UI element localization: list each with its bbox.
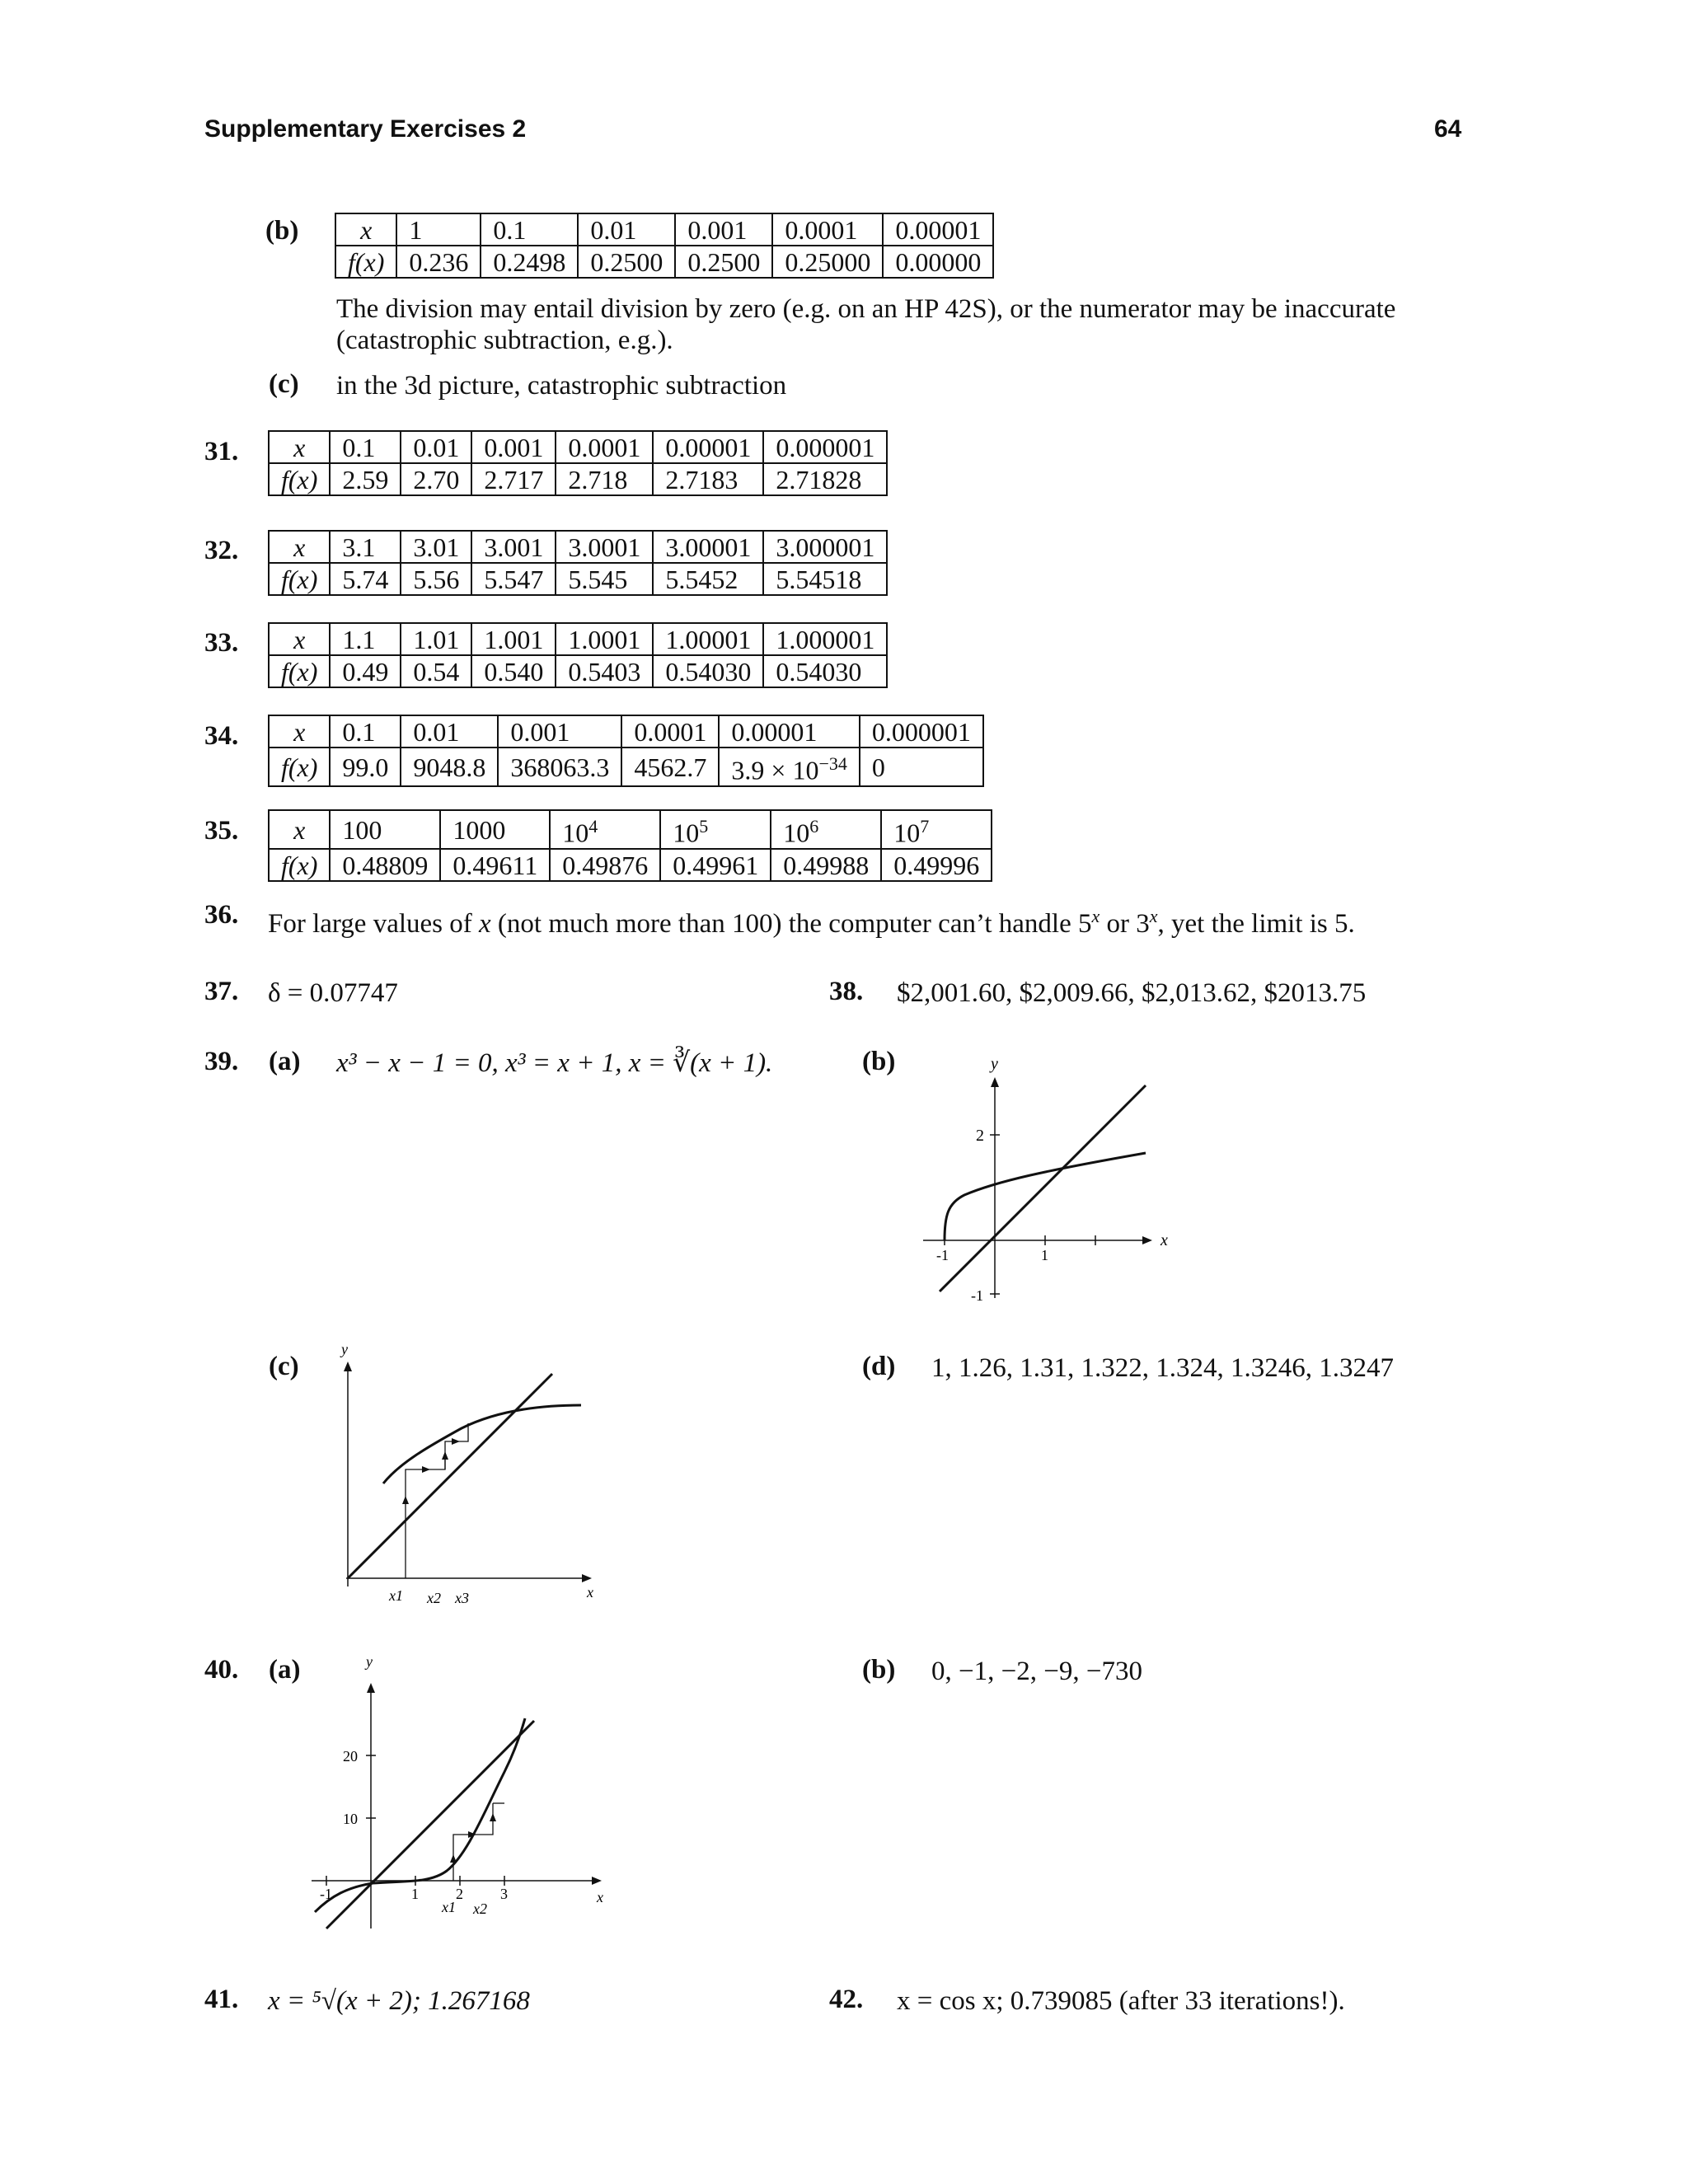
table-cell: x [335,213,396,246]
table-cell: 0.54 [401,655,471,687]
part-label-39d: (d) [862,1352,896,1381]
table-cell: 0.0001 [621,715,719,748]
page-number: 64 [1434,115,1462,143]
iterate-label: x1 [442,1899,456,1915]
coefficient: 3.9 × 10 [731,755,819,785]
table-cell: x [269,431,330,463]
table-cell: 1.001 [471,623,556,655]
answer-40b: 0, −1, −2, −9, −730 [931,1657,1142,1686]
exponent: x [1149,906,1158,926]
table-row [269,810,992,849]
table-cell: 0.001 [471,431,556,463]
table-cell: 0.49996 [881,849,992,881]
table-cell: 100 [330,810,440,849]
table-32 [268,530,888,596]
table-cell: 99.0 [330,748,401,786]
base: 10 [673,818,700,848]
arrow-up [490,1813,496,1821]
table-cell: f(x) [269,655,330,687]
exponent: 4 [588,816,598,837]
part-label-39c: (c) [269,1352,299,1381]
x-tick-label: 3 [500,1886,508,1902]
x-tick-label: -1 [320,1886,332,1902]
table-cell: 5.547 [471,563,556,595]
table-cell: 0.49 [330,655,401,687]
table-cell: 0.1 [330,715,401,748]
y-tick-label: 10 [343,1811,358,1827]
table-cell: f(x) [335,246,396,278]
base: 10 [783,818,810,848]
arrow-right [422,1466,430,1473]
iterate-label: x1 [389,1587,403,1604]
graph-40a [307,1648,620,1953]
answer-41: x = ⁵√(x + 2); 1.267168 [268,1986,530,2016]
y-tick-label: 2 [976,1127,984,1145]
table-row [335,246,993,278]
part-label-30b: (b) [265,216,299,246]
cobweb-path [406,1423,468,1578]
x-tick-label: 1 [1041,1247,1048,1263]
table-cell: 1.01 [401,623,471,655]
curve-cube-root [945,1153,1146,1240]
text-30c: in the 3d picture, catastrophic subtraction [336,371,787,401]
table-cell: 1.1 [330,623,401,655]
table-cell: x [269,531,330,563]
table-cell: 5.74 [330,563,401,595]
table-cell: 368063.3 [498,748,621,786]
base: 10 [562,818,589,848]
base: 10 [893,818,921,848]
table-cell: 3.0001 [556,531,653,563]
table-row [269,463,887,495]
running-header-title: Supplementary Exercises 2 [204,115,527,143]
table-30b [335,213,994,279]
var-x: x [479,909,491,939]
table-cell: 0.54030 [763,655,887,687]
part-label-39b: (b) [862,1047,896,1076]
y-axis-arrow [344,1361,352,1371]
table-row [269,531,887,563]
table-cell: 5.56 [401,563,471,595]
table-cell [719,748,859,786]
table-cell [881,810,992,849]
exponent: 5 [699,816,709,837]
table-cell: x [269,715,330,748]
table-cell: 5.545 [556,563,653,595]
table-cell: 0.49611 [440,849,550,881]
iterate-label: x2 [473,1900,487,1917]
note-30b-line2: (catastrophic subtraction, e.g.). [336,326,673,355]
table-row [269,655,887,687]
graph-39c [321,1331,610,1615]
table-cell: 0.49876 [550,849,660,881]
note-30b-line1: The division may entail division by zero (e.g. on an HP 42S), or the numerator may be inaccurate [336,294,1396,324]
part-label-39a: (a) [269,1047,301,1076]
table-cell: 3.1 [330,531,401,563]
y-axis-label: y [366,1653,373,1670]
exponent: −34 [818,753,847,774]
table-cell: 2.70 [401,463,471,495]
exercise-number-32: 32. [204,536,239,565]
table-cell: 2.7183 [653,463,763,495]
table-cell: 3.000001 [763,531,887,563]
exercise-number-38: 38. [829,977,864,1006]
exponent: x [1091,906,1100,926]
answer-38: $2,001.60, $2,009.66, $2,013.62, $2013.75 [897,978,1367,1008]
table-31 [268,430,888,496]
table-cell: 0.01 [401,715,498,748]
x-tick-label: 2 [456,1886,463,1902]
table-cell: 1000 [440,810,550,849]
table-33 [268,622,888,688]
x-axis-label: x [597,1889,603,1905]
table-cell: 0.49988 [771,849,881,881]
table-cell: 0.48809 [330,849,440,881]
table-row [269,563,887,595]
table-cell: 0.01 [578,213,675,246]
exercise-number-39: 39. [204,1047,239,1076]
table-cell: 0.49961 [660,849,771,881]
table-cell: 5.5452 [653,563,763,595]
answer-39d: 1, 1.26, 1.31, 1.322, 1.324, 1.3246, 1.3247 [931,1353,1394,1383]
table-cell: 0.540 [471,655,556,687]
exercise-number-40: 40. [204,1655,239,1685]
line-y-equals-x [348,1374,552,1578]
answer-37: δ = 0.07747 [268,978,398,1008]
table-cell: 0.2498 [481,246,578,278]
arrow-up [450,1854,457,1863]
table-cell: 0.1 [330,431,401,463]
x-tick-label: 1 [411,1886,419,1902]
table-cell: 0.236 [396,246,481,278]
arrow-up [402,1496,409,1504]
table-cell: 5.54518 [763,563,887,595]
table-cell: 1.0001 [556,623,653,655]
table-cell: 0.2500 [578,246,675,278]
table-row [269,715,983,748]
table-cell: 2.718 [556,463,653,495]
text-36-part4: , yet the limit is 5. [1157,909,1355,939]
x-axis-arrow [582,1574,592,1582]
table-row [269,623,887,655]
table-cell: 0.1 [481,213,578,246]
table-cell: 0.00001 [883,213,993,246]
table-cell: 0.00001 [653,431,763,463]
x-axis-label: x [587,1584,593,1601]
table-cell: 0.0001 [772,213,883,246]
table-34 [268,715,984,787]
table-cell: 2.71828 [763,463,887,495]
x-axis-arrow [592,1877,602,1885]
table-cell: 0.00000 [883,246,993,278]
table-cell [771,810,881,849]
table-cell [660,810,771,849]
part-label-40a: (a) [269,1655,301,1685]
x-tick-label: -1 [936,1247,949,1263]
table-cell: 0.01 [401,431,471,463]
table-cell: 0.00001 [719,715,859,748]
iterate-label: x2 [427,1590,441,1606]
table-cell: x [269,623,330,655]
y-axis-arrow [367,1683,375,1693]
exercise-number-42: 42. [829,1985,864,2014]
x-axis-arrow [1142,1236,1152,1244]
table-row [269,748,983,786]
text-36-part3: or 3 [1100,909,1150,939]
table-cell: 3.00001 [653,531,763,563]
table-row [269,849,992,881]
table-cell: 3.01 [401,531,471,563]
y-tick-label: -1 [971,1287,983,1304]
table-cell: f(x) [269,748,330,786]
table-35 [268,809,992,882]
equation-39a: x³ − x − 1 = 0, x³ = x + 1, x = ∛(x + 1). [336,1048,773,1078]
y-tick-label: 20 [343,1748,358,1765]
table-cell: 1.00001 [653,623,763,655]
table-cell: 9048.8 [401,748,498,786]
exercise-number-37: 37. [204,977,239,1006]
answer-42: x = cos x; 0.739085 (after 33 iterations!). [897,1986,1345,2016]
text-36 [268,900,1355,940]
table-cell: 0.001 [498,715,621,748]
exponent: 7 [920,816,930,837]
exercise-number-35: 35. [204,816,239,846]
table-cell: 0.000001 [763,431,887,463]
part-label-30c: (c) [269,369,299,399]
y-axis-label: y [991,1055,998,1073]
table-cell: 2.59 [330,463,401,495]
table-cell: x [269,810,330,849]
text-36-part2: (not much more than 100) the computer can’t handle 5 [490,909,1092,939]
table-cell: 4562.7 [621,748,719,786]
graph-39b [923,1051,1195,1306]
text-36-part1: For large values of [268,909,479,939]
exercise-number-41: 41. [204,1985,239,2014]
exercise-number-34: 34. [204,721,239,751]
y-axis-label: y [341,1341,348,1357]
table-row [335,213,993,246]
table-cell: 0.000001 [860,715,983,748]
table-cell: 0.001 [675,213,772,246]
table-cell: f(x) [269,849,330,881]
exercise-number-31: 31. [204,437,239,466]
iterate-label: x3 [455,1590,469,1606]
table-cell: 0.5403 [556,655,653,687]
x-axis-label: x [1160,1231,1168,1249]
table-cell: 2.717 [471,463,556,495]
cobweb-path [453,1803,493,1881]
table-cell: 1 [396,213,481,246]
table-cell: 0.2500 [675,246,772,278]
table-cell: 1.000001 [763,623,887,655]
exercise-number-36: 36. [204,900,239,930]
table-cell: 0.0001 [556,431,653,463]
exercise-number-33: 33. [204,628,239,658]
table-cell: 0.25000 [772,246,883,278]
arrow-up [442,1451,448,1460]
table-cell: 0.54030 [653,655,763,687]
y-axis-arrow [991,1077,999,1087]
table-cell: f(x) [269,563,330,595]
part-label-40b: (b) [862,1655,896,1685]
table-cell: f(x) [269,463,330,495]
arrow-right [452,1438,460,1445]
table-cell [550,810,660,849]
table-row [269,431,887,463]
table-cell: 3.001 [471,531,556,563]
exponent: 6 [809,816,819,837]
table-cell: 0 [860,748,983,786]
